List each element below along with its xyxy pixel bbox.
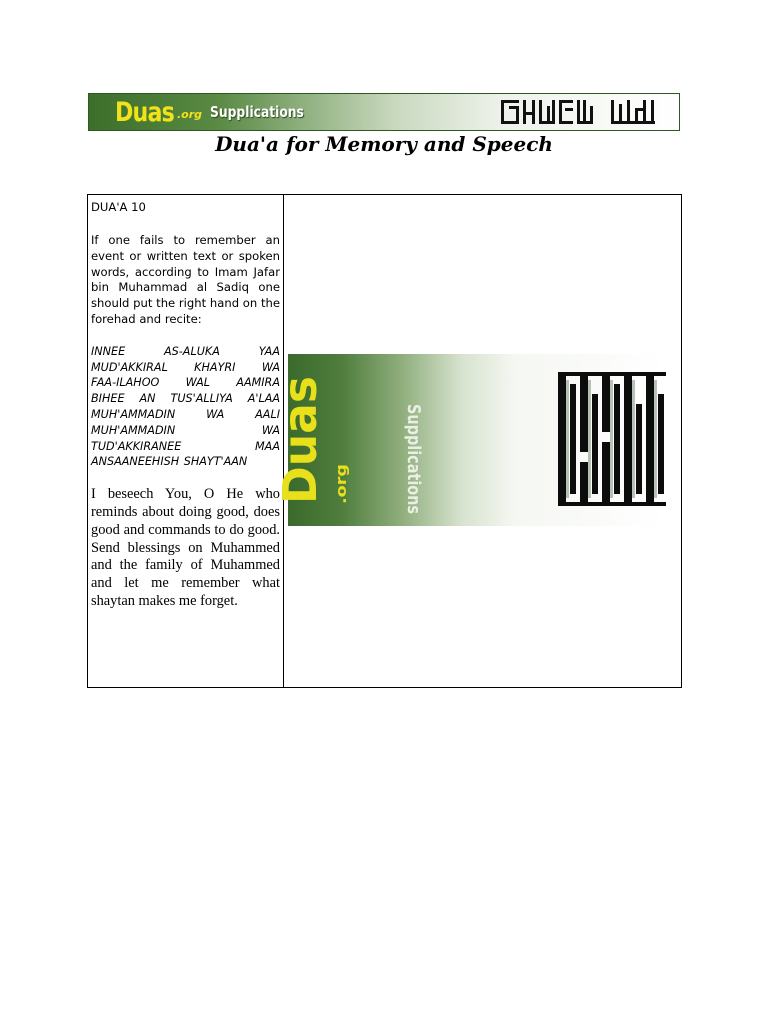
transliteration-line: INNEE AS-ALUKA YAA [91, 344, 280, 358]
transliteration-line: TUD'AKKIRANEE MAA [91, 439, 280, 453]
dua-heading: DUA'A 10 [91, 200, 146, 214]
header-banner [88, 93, 680, 131]
transliteration [91, 344, 280, 470]
dua-table [87, 194, 682, 688]
transliteration-line: ANSAANEEHISH SHAYT'AAN [91, 455, 248, 469]
transliteration-line: BIHEE AN TUS'ALLIYA A'LAA [91, 392, 280, 406]
logo-org-suffix: .org [177, 108, 203, 121]
page-title: Dua'a for Memory and Speech [215, 132, 553, 156]
transliteration-line: MUH'AMMADIN WA [91, 423, 280, 437]
transliteration-line: MUH'AMMADIN WA AALI [91, 407, 280, 421]
banner-tagline: Supplications [210, 103, 304, 121]
translation-text: I beseech You, O He who reminds about doing good, does good and commands to do good. Send blessings on Muhammed and the family of Muhammed and let me remember what shaytan makes me forget. [91, 486, 280, 609]
instruction-text: If one fails to remember an event or written text or spoken words, according to Imam Jafar bin Muhammad al Sadiq one should put the right hand on the forehad and recite: [91, 233, 280, 326]
image-logo: Duas [273, 374, 327, 504]
calligraphy-icon [499, 96, 659, 128]
text-cell [91, 199, 280, 611]
transliteration-line: MUD'AKKIRAL KHAYRI WA [91, 360, 280, 374]
transliteration-line: FAA-ILAHOO WAL AAMIRA [91, 376, 280, 390]
image-tagline: Supplications [403, 404, 424, 542]
rotated-banner-graphic [273, 354, 666, 542]
duas-rotated-banner-image [273, 354, 666, 542]
duas-logo: Duas [115, 97, 174, 128]
image-logo-suffix: .org [334, 472, 350, 504]
